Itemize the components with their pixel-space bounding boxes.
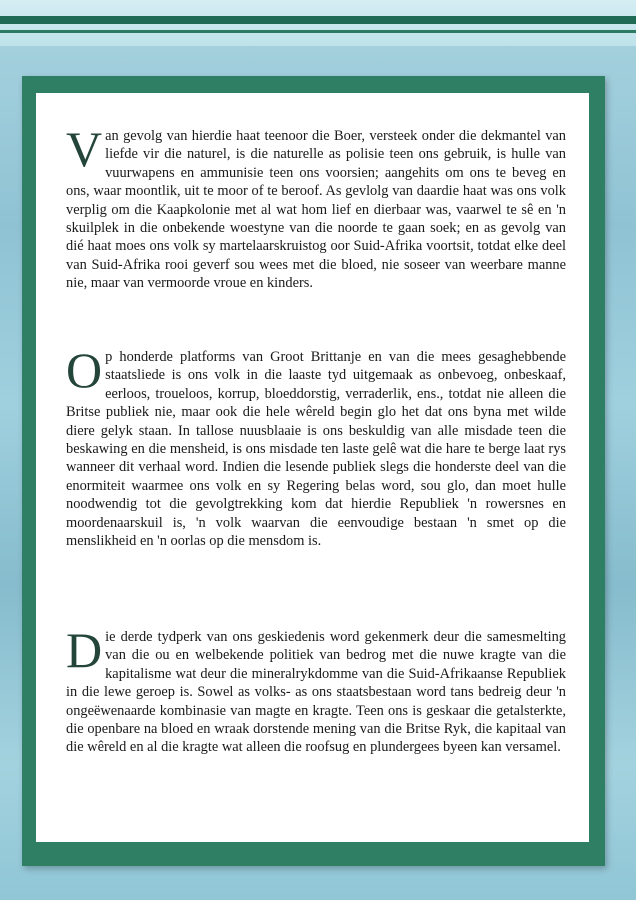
dropcap-1: V	[66, 121, 103, 177]
top-rule	[0, 16, 636, 24]
paragraph-3	[66, 622, 566, 757]
paragraph-2	[66, 342, 566, 550]
top-rule-thin	[0, 30, 636, 33]
paragraph-2-text: p honderde platforms van Groot Brittanje en van die mees gesaghebbende staatsliede is ons volk in die laaste tyd uitgemaak as onbevoeg, onbeskaaf, eerloos, troueloos, korrup, bloeddorstig, verraderlik, ens., totdat nie alleen die Britse publiek nie, maar ook die hele wêreld begin glo het dat ons byna met wilde diere gelyk staan. In tallose nuusblaaie is ons beskuldig van alle misdade teen die beskawing en die mensheid, is ons misdade ten laste gelê wat die hare te berge laat rys wanneer dit verhaal word. Indien die lesende publiek slegs die honderste deel van die enormiteit waarmee ons volk en sy Regering belas word, sou glo, dan moet hulle noodwendig tot die gevolgtrekking kom dat hierdie Republiek 'n rowersnes en moordenaarskuil is, 'n volk waarvan die eenvoudige bestaan 'n smet op die menslikheid en 'n oorlas op die mensdom is.	[66, 349, 566, 550]
paragraph-3-text: ie derde tydperk van ons geskiedenis word gekenmerk deur die samesmelting van die ou en welbekende politiek van bedrog met die nuwe kragte van die kapitalisme wat deur die mineralrykdomme van die Suid-Afrikaanse Republiek in die lewe geroep is. Sowel as volks- as ons staatsbestaan word tans bedreig deur 'n ongeëwenaarde kombinasie van magte en kragte. Teen ons is geskaar die getalsterkte, die openbare na bloed en wraak dorstende mening van die Britse Ryk, die kapitaal van die wêreld en al die kragte wat alleen die roofsug en plundergees byeen kan versamel.	[66, 629, 566, 756]
paragraph-1-text: an gevolg van hierdie haat teenoor die Boer, versteek onder die dekmantel van liefde vir die naturel, is die naturelle as polisie teen ons gebruik, is hulle van vuurwapens en ammunisie teen ons voorsien; aangehits om ons te beveg en ons, waar moontlik, uit te moor of te beroof. As gevlolg van daardie haat was ons volk verplig om die Kaapkolonie met al wat hom lief en dierbaar was, vaarwel te sê en 'n skuilplek in die onbekende woestyne van die noorde te gaan soek; en as gevolg van dié haat moes ons volk sy martelaarskruistog oor Suid-Afrika voortsit, totdat elke deel van Suid-Afrika rooi geverf sou wees met die bloed, nie soseer van weerbare manne nie, maar van vermoorde vroue en kinders.	[66, 128, 566, 292]
text-panel	[36, 93, 589, 842]
dropcap-3: D	[66, 622, 103, 678]
dropcap-2: O	[66, 342, 103, 398]
page-frame	[22, 76, 605, 866]
paragraph-1	[66, 121, 566, 293]
